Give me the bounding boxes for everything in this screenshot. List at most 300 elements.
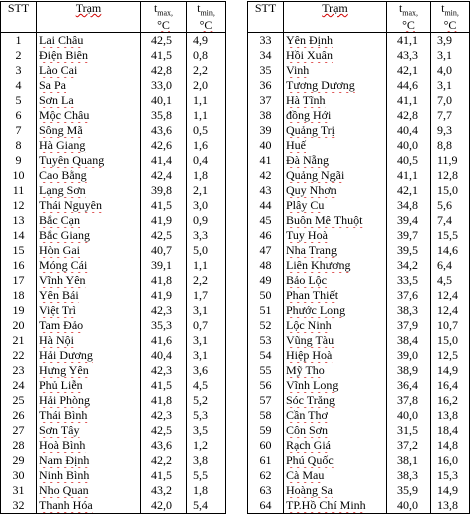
cell-station-name: [284, 168, 387, 183]
station-name-text: Lai Châu: [39, 33, 84, 48]
cell-stt: 25: [1, 393, 37, 408]
station-name-text: Tam Đảo: [39, 318, 84, 333]
cell-station-name: [37, 33, 141, 49]
table-row: [1, 333, 226, 348]
cell-tmin: 1,1: [193, 108, 208, 123]
cell-stt: 9: [1, 153, 37, 168]
cell-station-name: [37, 318, 141, 333]
cell-stt: 12: [1, 198, 37, 213]
cell-tmax: 42,5: [141, 33, 187, 49]
cell-station-name: [37, 123, 141, 138]
station-name-text: Sơn Tây: [39, 423, 80, 438]
table-row: [1, 318, 226, 333]
cell-stt: 63: [248, 483, 284, 498]
cell-tmax: 41,1: [387, 168, 431, 183]
cell-stt: 28: [1, 438, 37, 453]
cell-tmin: 15,0: [437, 333, 458, 348]
station-name-text: Đà Nẵng: [286, 153, 329, 168]
header-tram: [284, 2, 387, 33]
cell-station-name: [37, 93, 141, 108]
cell-tmin: 15,5: [437, 228, 458, 243]
table-row: [1, 288, 226, 303]
cell-tmin: 4,5: [437, 273, 452, 288]
cell-station-name: [37, 228, 141, 243]
cell-tmax: 41,1: [387, 33, 431, 49]
cell-stt: 42: [248, 168, 284, 183]
station-name-text: Buôn Mê Thuột: [286, 213, 363, 228]
station-name-text: Sa Pa: [39, 78, 66, 93]
header-tmax: [141, 2, 187, 33]
header-tram-label: Trạm: [75, 1, 102, 15]
cell-tmax: 41,5: [141, 198, 187, 213]
cell-station-name: [37, 408, 141, 423]
station-name-text: Tuy Hoà: [286, 228, 328, 243]
cell-tmax: 38,1: [387, 453, 431, 468]
table-row: [248, 168, 470, 183]
cell-tmin: 11,9: [437, 153, 458, 168]
table-row: [248, 198, 470, 213]
station-name-text: Cao Bằng: [39, 168, 87, 183]
cell-stt: 64: [248, 498, 284, 514]
cell-tmax: 41,5: [141, 48, 187, 63]
cell-stt: 58: [248, 408, 284, 423]
cell-tmax: 43,2: [141, 483, 187, 498]
cell-station-name: [284, 258, 387, 273]
cell-tmax: 42,8: [387, 108, 431, 123]
cell-tmax: 42,1: [387, 63, 431, 78]
cell-stt: 35: [248, 63, 284, 78]
cell-stt: 49: [248, 273, 284, 288]
cell-tmin: 10,7: [437, 318, 458, 333]
cell-station-name: [284, 213, 387, 228]
header-tmin-sub: min,: [444, 8, 459, 18]
station-name-text: Việt Trì: [39, 303, 76, 318]
cell-station-name: [284, 78, 387, 93]
cell-tmax: 41,4: [141, 153, 187, 168]
cell-stt: 53: [248, 333, 284, 348]
cell-tmax: 41,6: [141, 333, 187, 348]
cell-station-name: [284, 198, 387, 213]
table-row: [248, 153, 470, 168]
cell-stt: 48: [248, 258, 284, 273]
station-name-text: Sơn La: [39, 93, 74, 108]
table-row: [248, 318, 470, 333]
cell-stt: 59: [248, 423, 284, 438]
cell-station-name: [37, 63, 141, 78]
cell-station-name: [284, 243, 387, 258]
header-tmin-sub: min,: [200, 8, 215, 18]
cell-tmax: 43,6: [141, 438, 187, 453]
station-name-text: Cần Thơ: [286, 408, 328, 423]
header-stt: STT: [248, 2, 284, 33]
table-row: [248, 228, 470, 243]
cell-stt: 38: [248, 108, 284, 123]
station-name-text: Quảng Ngãi: [286, 168, 345, 183]
cell-station-name: [284, 138, 387, 153]
cell-tmax: 31,5: [387, 423, 431, 438]
station-name-text: Huế: [286, 138, 306, 153]
cell-tmax: 43,6: [141, 123, 187, 138]
table-row: [1, 78, 226, 93]
table-row: [1, 363, 226, 378]
cell-tmin: 1,1: [193, 258, 208, 273]
cell-stt: 37: [248, 93, 284, 108]
table-row: [1, 258, 226, 273]
table-row: [248, 48, 470, 63]
table-row: [1, 93, 226, 108]
cell-tmin: 15,3: [437, 468, 458, 483]
table-row: [248, 138, 470, 153]
station-name-text: Thái Nguyên: [39, 198, 102, 213]
cell-tmax: 40,0: [387, 408, 431, 423]
cell-station-name: [37, 348, 141, 363]
station-name-text: Nha Trang: [286, 243, 338, 258]
cell-stt: 43: [248, 183, 284, 198]
table-row: [1, 393, 226, 408]
cell-station-name: [284, 48, 387, 63]
cell-station-name: [37, 273, 141, 288]
cell-tmax: 40,4: [387, 123, 431, 138]
station-name-text: Mỹ Tho: [286, 363, 325, 378]
cell-tmin: 7,0: [437, 93, 452, 108]
cell-tmin: 4,0: [437, 63, 452, 78]
station-name-text: Cà Mau: [286, 468, 325, 483]
cell-tmin: 14,9: [437, 363, 458, 378]
header-tmin-unit: °C: [199, 18, 213, 33]
station-name-text: Yên Định: [286, 33, 333, 48]
table-row: [1, 168, 226, 183]
cell-stt: 21: [1, 333, 37, 348]
cell-station-name: [37, 78, 141, 93]
cell-station-name: [37, 393, 141, 408]
cell-tmin: 13,8: [437, 498, 458, 513]
cell-tmin: 1,8: [193, 483, 208, 498]
cell-tmax: 42,8: [141, 63, 187, 78]
station-name-text: Côn Sơn: [286, 423, 329, 438]
table-row: [248, 303, 470, 318]
cell-station-name: [37, 108, 141, 123]
cell-tmax: 40,7: [141, 243, 187, 258]
station-name-text: Hiệp Hoà: [286, 348, 333, 363]
table-row: [1, 243, 226, 258]
cell-stt: 61: [248, 453, 284, 468]
cell-tmax: 42,6: [141, 138, 187, 153]
cell-station-name: [284, 33, 387, 49]
cell-tmin: 5,0: [193, 243, 208, 258]
station-name-text: Thái Bình: [39, 408, 88, 423]
cell-tmax: 41,8: [141, 273, 187, 288]
cell-stt: 15: [1, 243, 37, 258]
cell-tmin: 1,6: [193, 138, 208, 153]
station-name-text: Liên Khương: [286, 258, 351, 273]
cell-tmax: 35,9: [387, 483, 431, 498]
cell-tmax: 39,4: [387, 213, 431, 228]
header-tmax: [387, 2, 431, 33]
station-name-text: Hưng Yên: [39, 363, 89, 378]
cell-tmax: 41,8: [141, 393, 187, 408]
table-row: [248, 378, 470, 393]
cell-tmax: 35,8: [141, 108, 187, 123]
cell-stt: 54: [248, 348, 284, 363]
station-name-text: Phan Thiết: [286, 288, 339, 303]
cell-tmin: 0,5: [193, 123, 208, 138]
cell-stt: 62: [248, 468, 284, 483]
cell-station-name: [284, 183, 387, 198]
station-name-text: Vinh: [286, 63, 310, 78]
station-name-text: Bảo Lộc: [286, 273, 327, 288]
cell-tmin: 13,8: [437, 408, 458, 423]
cell-station-name: [37, 423, 141, 438]
cell-tmax: 41,5: [141, 378, 187, 393]
table-body-right: [248, 33, 470, 514]
cell-tmax: 38,9: [387, 363, 431, 378]
cell-tmax: 42,2: [141, 453, 187, 468]
cell-stt: 10: [1, 168, 37, 183]
cell-station-name: [284, 348, 387, 363]
cell-tmax: 41,9: [141, 288, 187, 303]
table-row: [248, 288, 470, 303]
cell-tmin: 16,0: [437, 453, 458, 468]
table-row: [1, 63, 226, 78]
cell-tmin: 7,4: [437, 213, 452, 228]
cell-stt: 1: [1, 33, 37, 49]
cell-station-name: [284, 63, 387, 78]
cell-tmin: 7,7: [437, 108, 452, 123]
table-row: [1, 378, 226, 393]
cell-tmin: 14,8: [437, 438, 458, 453]
cell-stt: 52: [248, 318, 284, 333]
station-name-text: Vĩnh Yên: [39, 273, 86, 288]
station-name-text: Điện Biên: [39, 48, 88, 63]
station-name-text: Phú Quốc: [286, 453, 334, 468]
cell-stt: 36: [248, 78, 284, 93]
table-row: [248, 408, 470, 423]
table-row: [1, 228, 226, 243]
table-row: [1, 213, 226, 228]
cell-stt: 60: [248, 438, 284, 453]
cell-station-name: [284, 333, 387, 348]
cell-tmin: 1,7: [193, 288, 208, 303]
cell-station-name: [284, 273, 387, 288]
table-row: [248, 453, 470, 468]
cell-tmin: 5,4: [193, 498, 208, 513]
cell-tmax: 40,1: [141, 93, 187, 108]
cell-stt: 22: [1, 348, 37, 363]
cell-stt: 31: [1, 483, 37, 498]
cell-stt: 19: [1, 303, 37, 318]
header-stt: STT: [1, 2, 37, 33]
table-row: [248, 363, 470, 378]
cell-stt: 40: [248, 138, 284, 153]
cell-stt: 4: [1, 78, 37, 93]
cell-tmax: 42,0: [141, 498, 187, 514]
cell-tmax: 36,4: [387, 378, 431, 393]
table-row: [248, 273, 470, 288]
station-name-text: Bắc Cạn: [39, 213, 80, 228]
station-name-text: Hồi Xuân: [286, 48, 333, 63]
station-name-text: Hải Phòng: [39, 393, 90, 408]
cell-tmax: 35,3: [141, 318, 187, 333]
station-name-text: Sông Mã: [39, 123, 83, 138]
cell-station-name: [284, 303, 387, 318]
station-name-text: Vĩnh Long: [286, 378, 339, 393]
header-tmin-base: t: [197, 1, 201, 15]
cell-station-name: [284, 93, 387, 108]
cell-tmin: 12,4: [437, 288, 458, 303]
header-tmin: [187, 2, 226, 33]
station-name-text: Nam Định: [39, 453, 90, 468]
cell-stt: 47: [248, 243, 284, 258]
cell-tmax: 39,5: [387, 243, 431, 258]
cell-stt: 55: [248, 363, 284, 378]
station-name-text: Yên Bái: [39, 288, 79, 303]
cell-tmin: 18,4: [437, 423, 458, 438]
cell-stt: 18: [1, 288, 37, 303]
table-row: [248, 123, 470, 138]
cell-tmin: 12,4: [437, 303, 458, 318]
cell-stt: 11: [1, 183, 37, 198]
station-name-text: Sóc Trăng: [286, 393, 336, 408]
cell-tmin: 0,7: [193, 318, 208, 333]
cell-tmax: 41,9: [141, 213, 187, 228]
cell-tmax: 39,1: [141, 258, 187, 273]
table-row: [248, 183, 470, 198]
cell-station-name: [37, 153, 141, 168]
cell-station-name: [284, 108, 387, 123]
station-name-text: Hoà Bình: [39, 438, 86, 453]
cell-station-name: [284, 408, 387, 423]
cell-stt: 33: [248, 33, 284, 49]
cell-tmin: 3,8: [193, 453, 208, 468]
cell-tmax: 33,0: [141, 78, 187, 93]
cell-tmin: 15,0: [437, 183, 458, 198]
table-row: [248, 78, 470, 93]
header-tmax-sub: max,: [402, 8, 419, 18]
cell-tmin: 2,0: [193, 78, 208, 93]
table-row: [1, 108, 226, 123]
table-row: [1, 123, 226, 138]
cell-tmin: 4,9: [193, 33, 208, 48]
table-row: [1, 423, 226, 438]
cell-station-name: [284, 153, 387, 168]
cell-stt: 46: [248, 228, 284, 243]
table-row: [248, 393, 470, 408]
cell-tmin: 3,1: [437, 78, 452, 93]
cell-tmax: 40,0: [387, 498, 431, 514]
table-row: [1, 273, 226, 288]
header-tmin: [431, 2, 470, 33]
cell-tmin: 2,2: [193, 63, 208, 78]
station-name-text: Lào Cai: [39, 63, 78, 78]
table-row: [1, 33, 226, 49]
cell-station-name: [37, 213, 141, 228]
cell-station-name: [37, 243, 141, 258]
cell-station-name: [37, 378, 141, 393]
table-row: [1, 408, 226, 423]
table-row: [248, 348, 470, 363]
cell-stt: 56: [248, 378, 284, 393]
station-name-text: Mộc Châu: [39, 108, 90, 123]
cell-tmax: 41,1: [387, 93, 431, 108]
cell-tmin: 5,5: [193, 468, 208, 483]
cell-station-name: [37, 258, 141, 273]
cell-station-name: [37, 198, 141, 213]
cell-stt: 5: [1, 93, 37, 108]
header-tmin-unit: °C: [443, 18, 457, 33]
cell-stt: 24: [1, 378, 37, 393]
cell-stt: 50: [248, 288, 284, 303]
cell-stt: 51: [248, 303, 284, 318]
cell-tmax: 42,5: [141, 423, 187, 438]
cell-tmin: 12,8: [437, 168, 458, 183]
station-name-text: Bắc Giang: [39, 228, 90, 243]
cell-station-name: [37, 48, 141, 63]
header-tram-label: Trạm: [322, 1, 348, 15]
cell-station-name: [37, 438, 141, 453]
cell-tmax: 39,7: [387, 228, 431, 243]
cell-tmax: 42,3: [141, 363, 187, 378]
station-name-text: Nho Quan: [39, 483, 89, 498]
table-row: [248, 243, 470, 258]
station-table-left: [0, 1, 226, 514]
header-tmax-base: t: [398, 1, 403, 15]
cell-tmin: 0,9: [193, 213, 208, 228]
station-name-text: Lạng Sơn: [39, 183, 86, 198]
cell-stt: 6: [1, 108, 37, 123]
cell-stt: 39: [248, 123, 284, 138]
cell-tmax: 42,4: [141, 168, 187, 183]
cell-tmax: 42,3: [141, 303, 187, 318]
cell-station-name: [284, 483, 387, 498]
cell-stt: 20: [1, 318, 37, 333]
cell-stt: 16: [1, 258, 37, 273]
header-tmin-base: t: [441, 1, 445, 15]
table-row: [1, 468, 226, 483]
station-name-text: đồng Hới: [286, 108, 332, 123]
cell-tmax: 41,5: [141, 468, 187, 483]
table-header-row: [248, 2, 470, 33]
cell-tmax: 43,3: [387, 48, 431, 63]
cell-tmin: 1,1: [193, 93, 208, 108]
station-name-text: Phủ Liễn: [39, 378, 83, 393]
cell-stt: 29: [1, 453, 37, 468]
station-name-text: Phước Long: [286, 303, 346, 318]
cell-tmax: 39,0: [387, 348, 431, 363]
cell-stt: 44: [248, 198, 284, 213]
cell-station-name: [284, 453, 387, 468]
cell-tmax: 37,6: [387, 288, 431, 303]
cell-tmax: 40,4: [141, 348, 187, 363]
table-row: [1, 48, 226, 63]
cell-tmin: 0,4: [193, 153, 208, 168]
station-name-text: Thanh Hóa: [39, 498, 93, 513]
header-tmax-base: t: [153, 1, 158, 15]
table-row: [248, 483, 470, 498]
cell-station-name: [37, 303, 141, 318]
cell-station-name: [37, 333, 141, 348]
table-row: [248, 258, 470, 273]
station-name-text: Móng Cái: [39, 258, 88, 273]
station-name-text: Hòn Gai: [39, 243, 80, 258]
table-header-row: [1, 2, 226, 33]
table-row: [248, 108, 470, 123]
cell-stt: 27: [1, 423, 37, 438]
cell-tmax: 34,8: [387, 198, 431, 213]
cell-station-name: [284, 288, 387, 303]
cell-stt: 45: [248, 213, 284, 228]
station-name-text: Vũng Tàu: [286, 333, 335, 348]
cell-stt: 3: [1, 63, 37, 78]
